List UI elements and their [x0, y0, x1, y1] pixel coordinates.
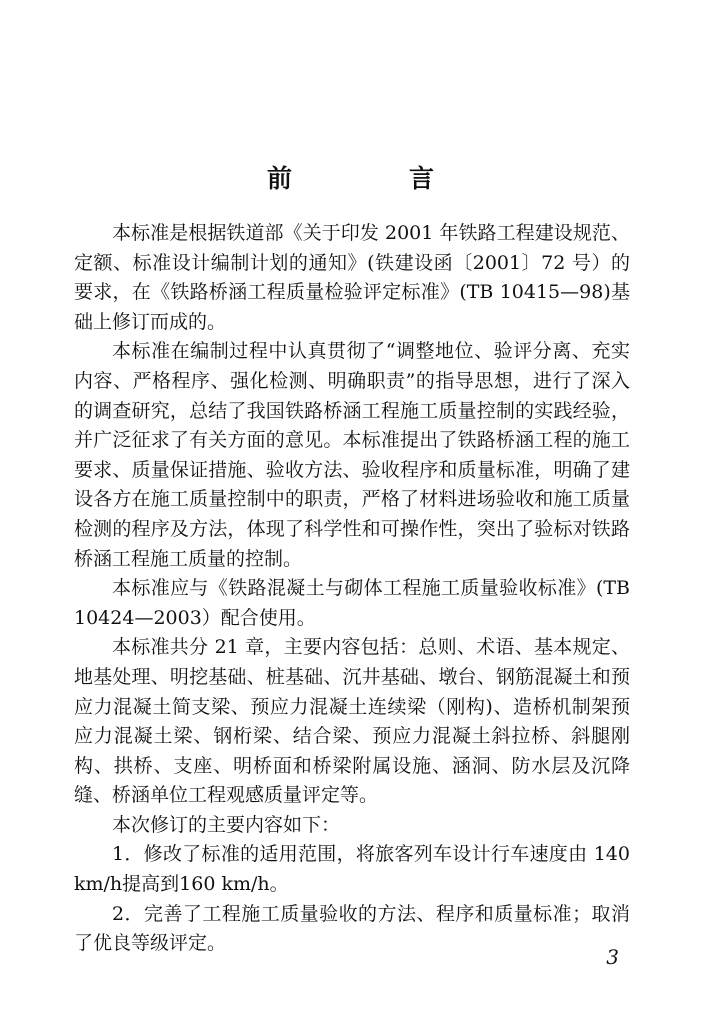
- page-title: 前 言: [266, 164, 480, 193]
- paragraph-related-standard: 本标准应与《铁路混凝土与砌体工程施工质量验收标准》(TB 10424—2003）配合使用。: [74, 577, 630, 629]
- paragraph-revision-intro: 本次修订的主要内容如下：: [112, 813, 341, 836]
- paragraph-revision-item-1: 1．修改了标准的适用范围，将旅客列车设计行车速度由 140 km/h提高到160 km/h。: [74, 843, 630, 896]
- preface-body: [74, 219, 630, 959]
- paragraph-basis: 本标准是根据铁道部《关于印发 2001 年铁路工程建设规范、定额、标准设计编制计划的通知》(铁建设函〔2001〕72 号）的要求，在《铁路桥涵工程质量检验评定标准》(TB 10415—98)基础上修订而成的。: [74, 222, 630, 333]
- paragraph-guiding-idea: 本标准在编制过程中认真贯彻了“调整地位、验评分离、充实内容、严格程序、强化检测、明确职责”的指导思想，进行了深入的调查研究，总结了我国铁路桥涵工程施工质量控制的实践经验，并广泛征求了有关方面的意见。本标准提出了铁路桥涵工程的施工要求、质量保证措施、验收方法、验收程序和质量标准，明确了建设各方在施工质量控制中的职责，严格了材料进场验收和施工质量检测的程序及方法，体现了科学性和可操作性，突出了验标对铁路桥涵工程施工质量的控制。: [74, 340, 630, 570]
- page-number: 3: [606, 945, 619, 969]
- paragraph-revision-item-2: 2．完善了工程施工质量验收的方法、程序和质量标准；取消了优良等级评定。: [74, 902, 630, 955]
- paragraph-contents: 本标准共分 21 章，主要内容包括：总则、术语、基本规定、地基处理、明挖基础、桩基础、沉井基础、墩台、钢筋混凝土和预应力混凝土简支梁、预应力混凝土连续梁（刚构)、造桥机制架预应力混凝土梁、钢桁梁、结合梁、预应力混凝土斜拉桥、斜腿刚构、拱桥、支座、明桥面和桥梁附属设施、涵洞、防水层及沉降缝、桥涵单位工程观感质量评定等。: [74, 636, 630, 807]
